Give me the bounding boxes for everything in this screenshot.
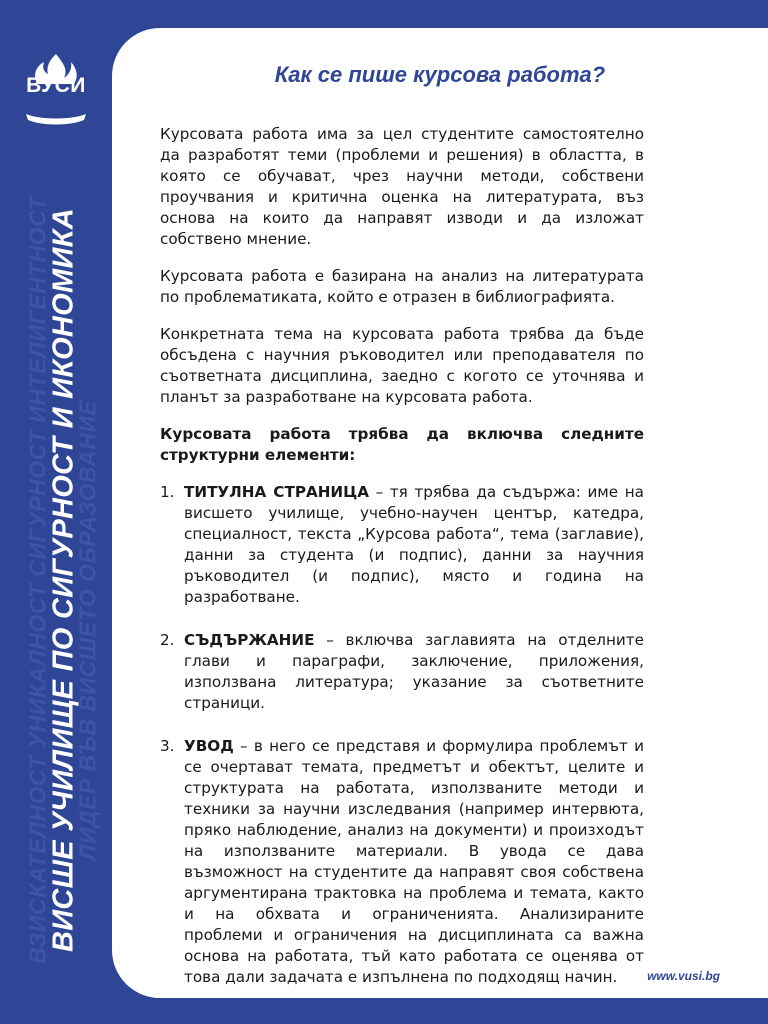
- list-number: 1.: [160, 483, 175, 501]
- list-number: 2.: [160, 631, 175, 649]
- document-body: [160, 124, 644, 1010]
- list-term: ТИТУЛНА СТРАНИЦА: [184, 483, 369, 501]
- list-term: СЪДЪРЖАНИЕ: [184, 631, 315, 649]
- list-number: 3.: [160, 737, 175, 755]
- structure-list: [160, 482, 644, 988]
- vertical-school-name: ВИСШЕ УЧИЛИЩЕ ПО СИГУРНОСТ И ИКОНОМИКА: [47, 207, 80, 953]
- list-item-contents: [160, 630, 644, 714]
- vusi-logo: [20, 52, 92, 132]
- vertical-tagline-values: ВЗИСКАТЕЛНОСТ УНИКАЛНОСТ СИГУРНОСТ ИНТЕЛИГЕНТНОСТ: [24, 196, 51, 964]
- list-text: – включва заглавията на отделните глави и параграфи, заключение, приложения, използвана литература; указание за съответните страници.: [184, 631, 644, 712]
- paragraph-topic: Конкретната тема на курсовата работа трябва да бъде обсъдена с научния ръководител или преподавателя по съответната дисциплина, заедно с когото се уточнява и планът за разработване на курсовата работа.: [160, 325, 644, 406]
- page-title: Как се пише курсова работа?: [274, 62, 606, 87]
- website-link[interactable]: www.vusi.bg: [647, 969, 720, 983]
- paragraph-purpose: Курсовата работа има за цел студентите самостоятелно да разработят теми (проблеми и решения) в областта, в която се обучават, чрез научни методи, собствени проучвания и критична оценка на литературата, въз основа на които да направят изводи и да изложат собствено мнение.: [160, 125, 644, 248]
- list-term: УВОД: [184, 737, 234, 755]
- list-item-title-page: [160, 482, 644, 608]
- paragraph-literature: Курсовата работа е базирана на анализ на литературата по проблематиката, който е отразен в библиографията.: [160, 267, 644, 306]
- vertical-tagline-leader: ЛИДЕР ВЪВ ВИСШЕТО ОБРАЗОВАНИЕ: [74, 399, 101, 861]
- logo-text: ВУСИ: [26, 74, 86, 97]
- list-item-introduction: [160, 736, 644, 988]
- structure-lead: Курсовата работа трябва да включва следните структурни елементи:: [160, 425, 644, 464]
- top-band: [0, 0, 768, 28]
- list-text: – в него се представя и формулира проблемът и се очертават темата, предметът и обектът, целите и структурата на работата, използваните методи и техники за научни изследвания (например интервюта, пряко наблюдение, анализ на документи) и произходът на използваните материали. В увода се дава възможност на студентите да направят своя собствена аргументирана трактовка на проблема и темата, както и на обхвата и ограниченията. Анализираните проблеми и ограничения на дисциплината са важна основа на работата, тъй като работата се оценява от това дали задачата е изпълнена по подходящ начин.: [184, 737, 644, 986]
- list-text: – тя трябва да съдържа: име на висшето училище, учебно-научен център, катедра, специалност, текста „Курсова работа“, тема (заглавие), данни за студента (и подпис), данни за научния ръководител (и подпис), място и година на разработване.: [184, 483, 644, 606]
- left-sidebar-band: [0, 0, 112, 1024]
